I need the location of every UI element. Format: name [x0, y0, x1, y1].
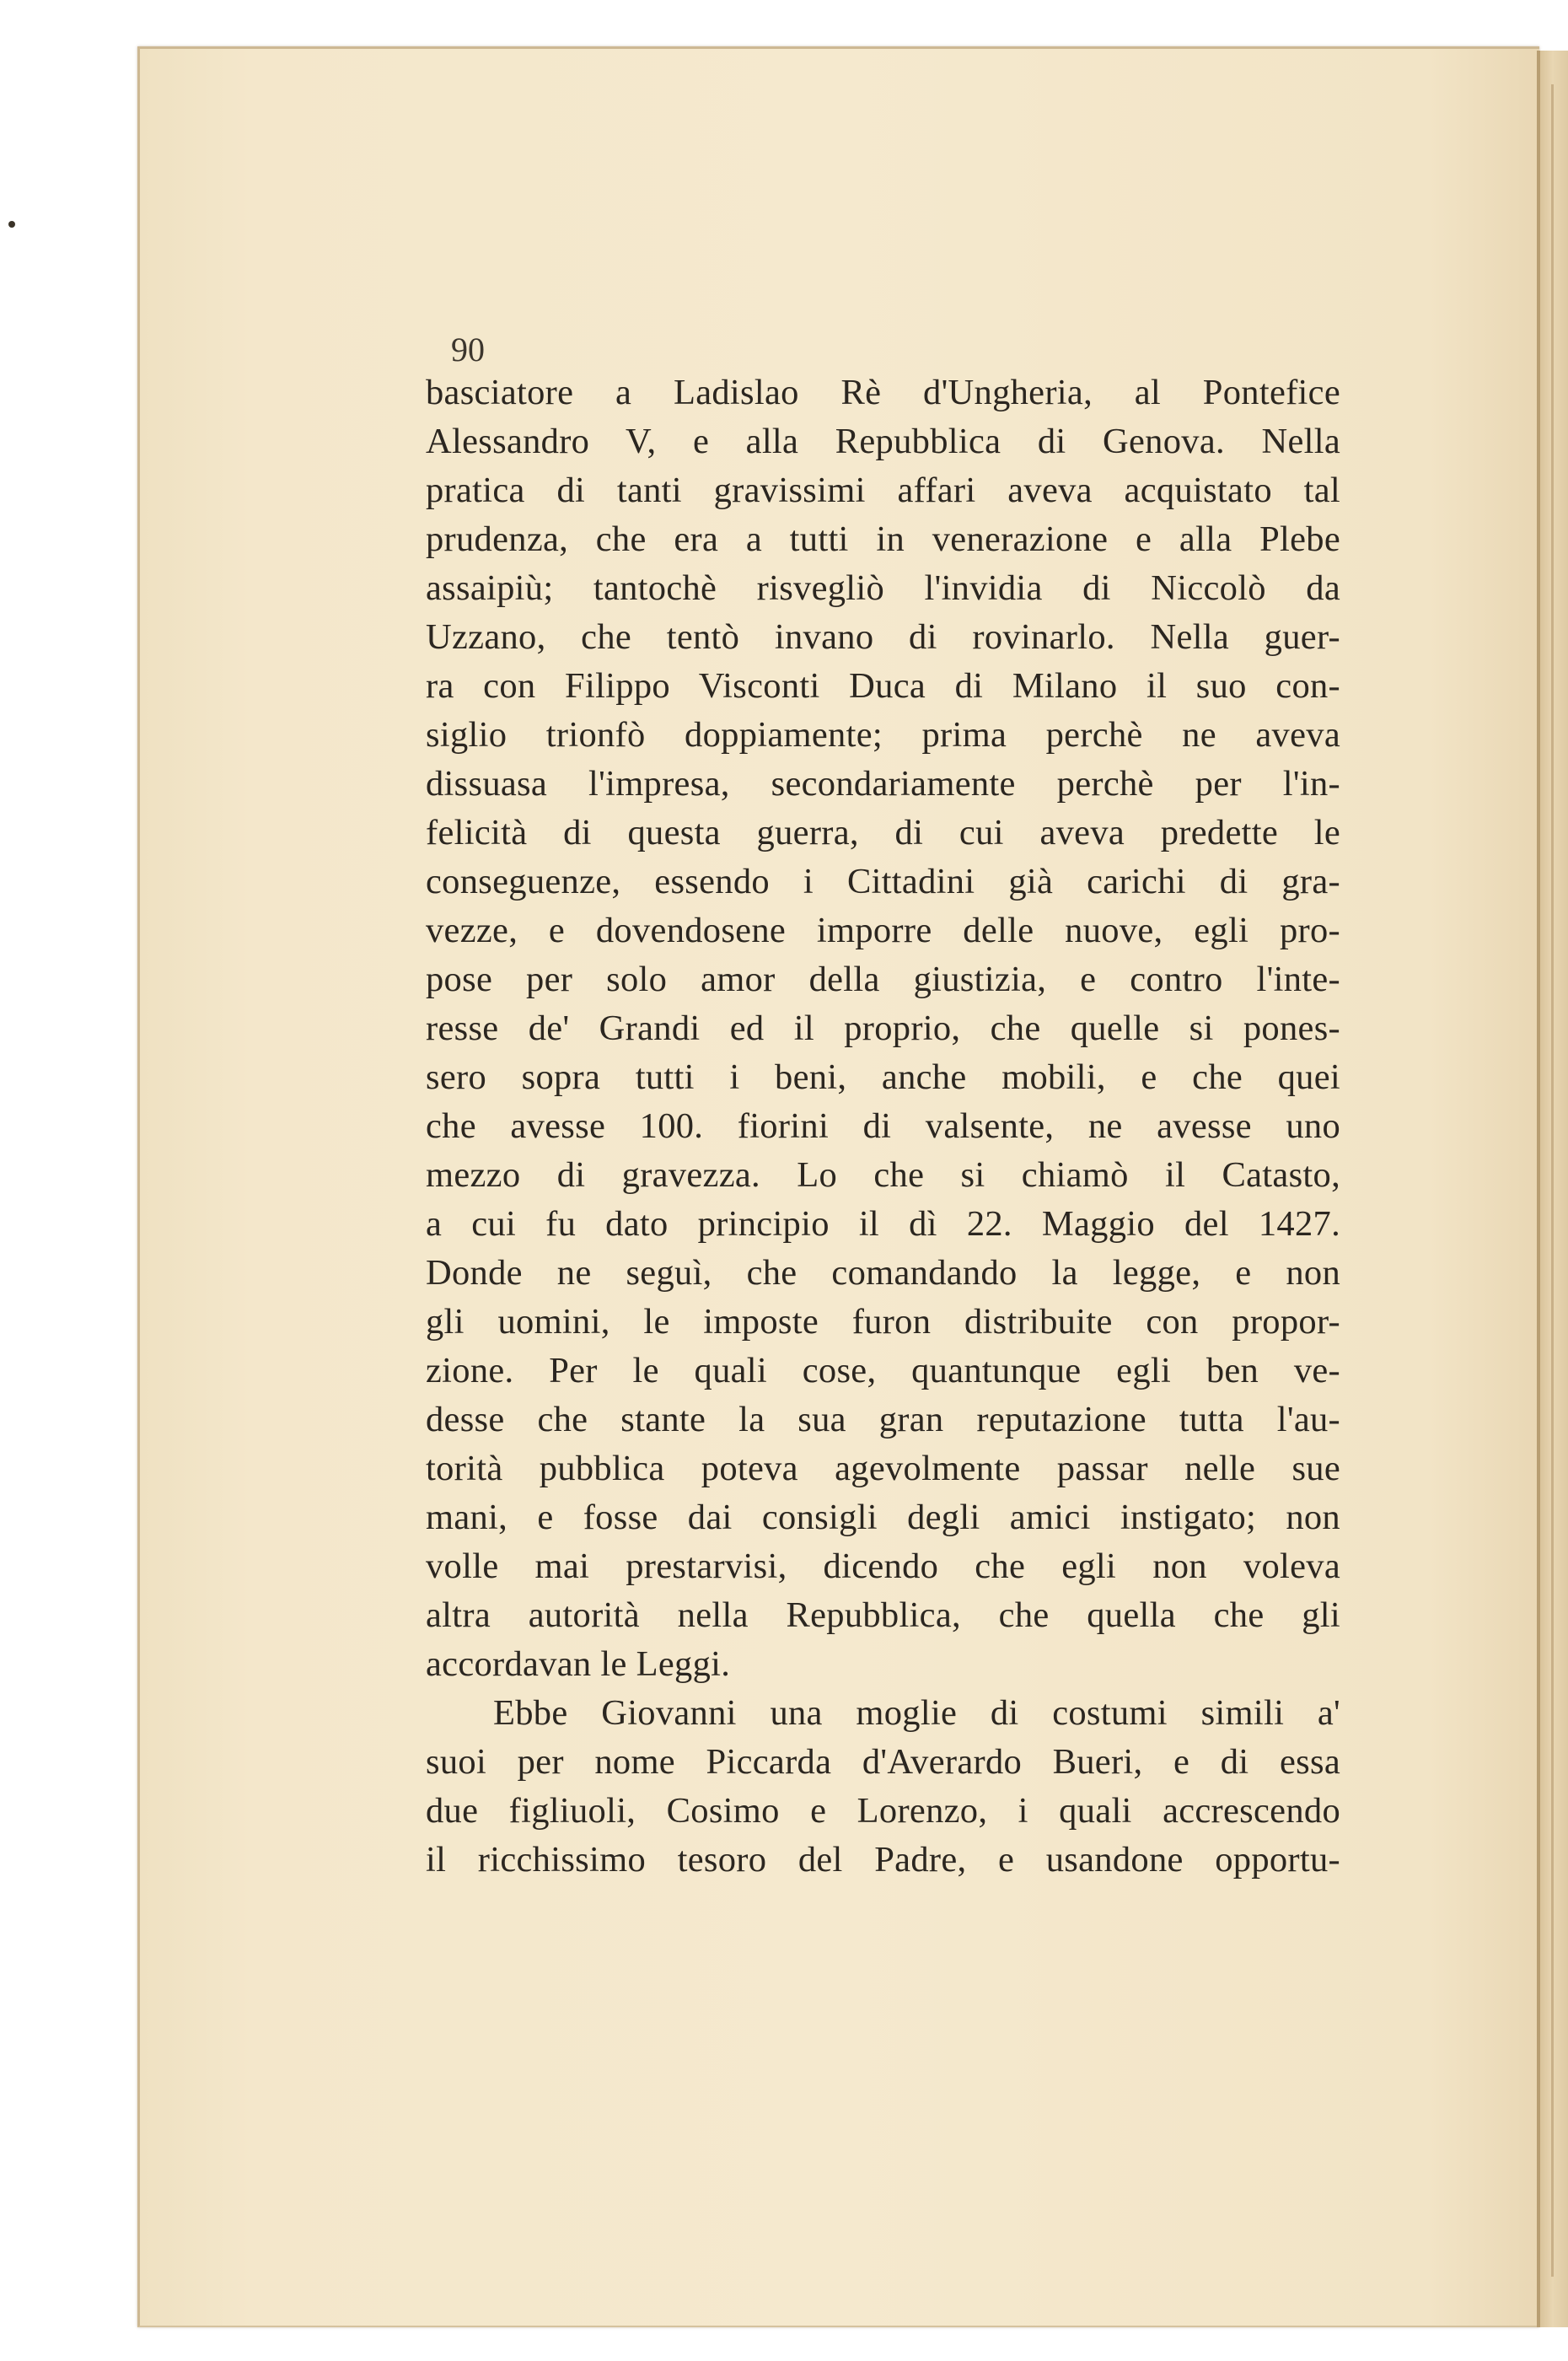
text-line: Uzzano, che tentò invano di rovinarlo. Nella guer- — [426, 617, 1340, 657]
text-line: suoi per nome Piccarda d'Averardo Bueri, e di essa — [426, 1742, 1340, 1782]
text-line: desse che stante la sua gran reputazione tutta l'au- — [426, 1400, 1340, 1439]
text-line: Donde ne seguì, che comandando la legge, e non — [426, 1253, 1340, 1293]
text-line: Ebbe Giovanni una moglie di costumi simili a' — [493, 1693, 1340, 1733]
text-line: ra con Filippo Visconti Duca di Milano il suo con- — [426, 666, 1340, 706]
text-line: prudenza, che era a tutti in venerazione e alla Plebe — [426, 519, 1340, 559]
text-line: resse de' Grandi ed il proprio, che quelle si pones- — [426, 1008, 1340, 1048]
text-line: Alessandro V, e alla Repubblica di Genova. Nella — [426, 422, 1340, 461]
text-line: siglio trionfò doppiamente; prima perchè ne aveva — [426, 715, 1340, 755]
text-line: gli uomini, le imposte furon distribuite con propor- — [426, 1302, 1340, 1342]
text-line: assaipiù; tantochè risvegliò l'invidia di Niccolò da — [426, 568, 1340, 608]
page-number: 90 — [451, 331, 485, 368]
text-line: conseguenze, essendo i Cittadini già carichi di gra- — [426, 862, 1340, 901]
text-line: felicità di questa guerra, di cui aveva predette le — [426, 813, 1340, 852]
text-line: basciatore a Ladislao Rè d'Ungheria, al Pontefice — [426, 373, 1340, 412]
text-line: torità pubblica poteva agevolmente passar nelle sue — [426, 1449, 1340, 1488]
text-line: pose per solo amor della giustizia, e contro l'inte- — [426, 960, 1340, 999]
text-line: il ricchissimo tesoro del Padre, e usandone opportu- — [426, 1840, 1340, 1880]
ink-speck — [8, 221, 15, 228]
text-line: sero sopra tutti i beni, anche mobili, e che quei — [426, 1057, 1340, 1097]
page-fold-line — [1551, 84, 1554, 2277]
text-line: altra autorità nella Repubblica, che quella che gli — [426, 1595, 1340, 1635]
text-line: accordavan le Leggi. — [426, 1644, 731, 1684]
text-block — [426, 333, 1340, 1885]
text-line: due figliuoli, Cosimo e Lorenzo, i quali accrescendo — [426, 1791, 1340, 1831]
text-line: a cui fu dato principio il dì 22. Maggio del 1427. — [426, 1204, 1340, 1244]
text-line: dissuasa l'impresa, secondariamente perchè per l'in- — [426, 764, 1340, 804]
text-line: zione. Per le quali cose, quantunque egli ben ve- — [426, 1351, 1340, 1390]
text-line: vezze, e dovendosene imporre delle nuove, egli pro- — [426, 911, 1340, 950]
text-line: pratica di tanti gravissimi affari aveva acquistato tal — [426, 471, 1340, 510]
text-line: mezzo di gravezza. Lo che si chiamò il Catasto, — [426, 1155, 1340, 1195]
text-line: volle mai prestarvisi, dicendo che egli non voleva — [426, 1546, 1340, 1586]
text-line: mani, e fosse dai consigli degli amici instigato; non — [426, 1498, 1340, 1537]
text-line: che avesse 100. fiorini di valsente, ne avesse uno — [426, 1106, 1340, 1146]
